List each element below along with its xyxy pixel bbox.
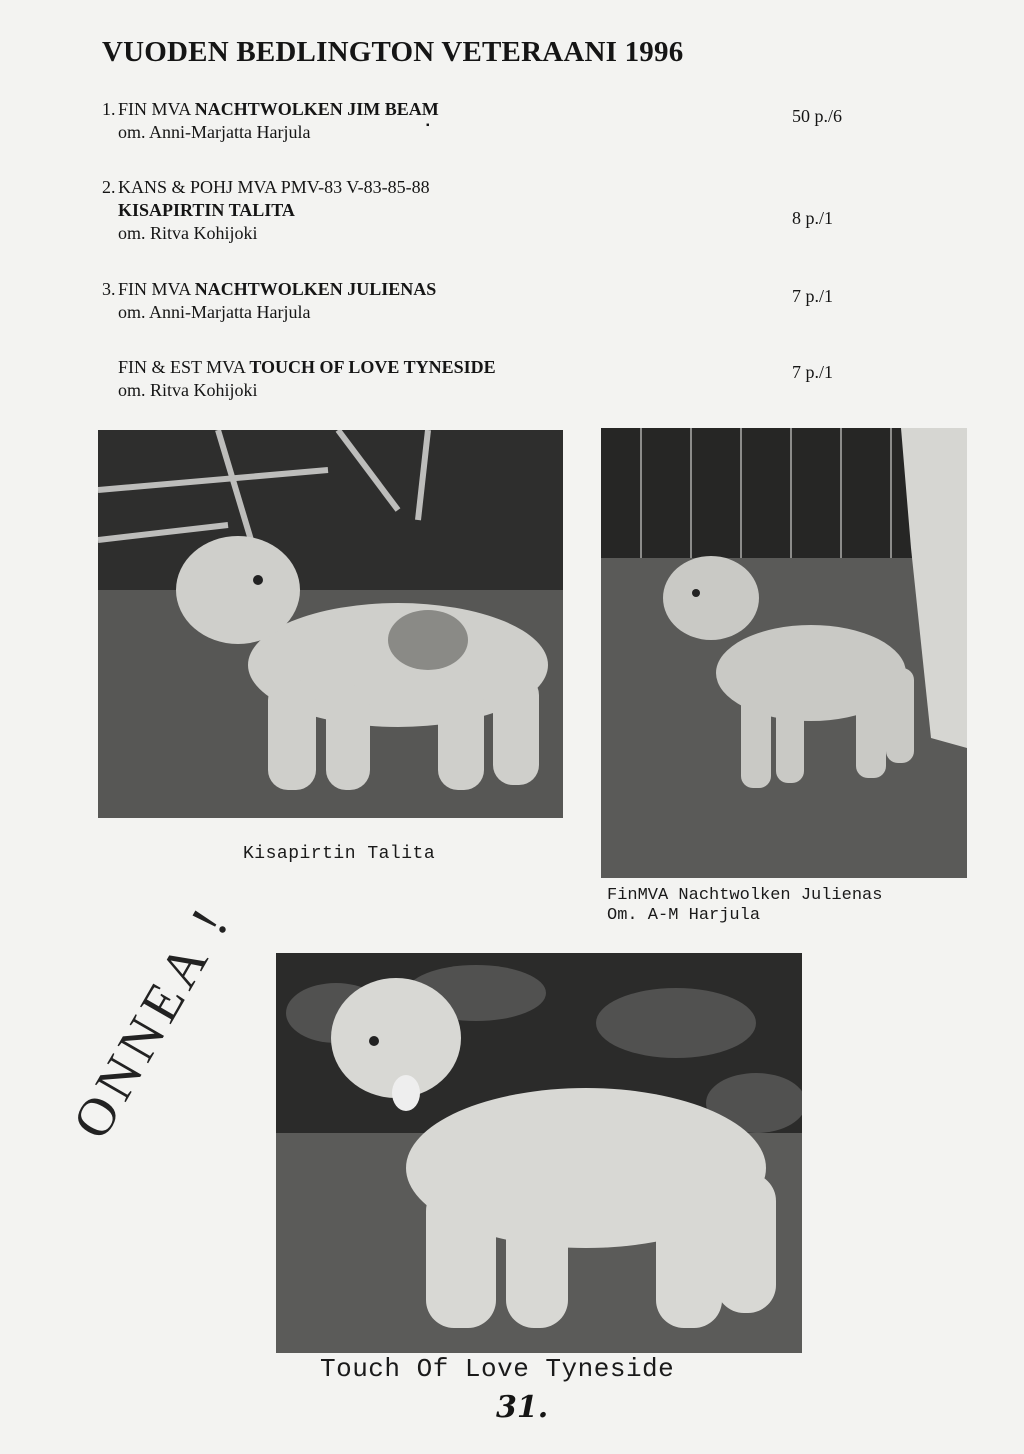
entry-number: 3. bbox=[102, 279, 116, 299]
entry-owner: om. Anni-Marjatta Harjula bbox=[118, 122, 311, 142]
caption-kisapirtin-talita: Kisapirtin Talita bbox=[243, 844, 436, 864]
photo-nachtwolken-julienas bbox=[601, 428, 967, 878]
entry-owner: om. Anni-Marjatta Harjula bbox=[118, 302, 311, 322]
entry-1 bbox=[102, 98, 439, 144]
entry-dog-name: TOUCH OF LOVE TYNESIDE bbox=[249, 357, 496, 377]
caption-nachtwolken-julienas bbox=[607, 886, 882, 926]
caption-julienas-name: FinMVA Nachtwolken Julienas bbox=[607, 886, 883, 905]
handwritten-onnea: ONNEA ! bbox=[60, 893, 243, 1149]
caption-julienas-owner: Om. A-M Harjula bbox=[607, 906, 761, 925]
entry-3 bbox=[102, 278, 436, 324]
entry-1-points: 50 p./6 bbox=[792, 106, 843, 126]
entry-number: 1. bbox=[102, 99, 116, 119]
entry-dog-name: NACHTWOLKEN JULIENAS bbox=[194, 279, 437, 299]
entry-4 bbox=[102, 356, 496, 402]
page-title: VUODEN BEDLINGTON VETERAANI 1996 bbox=[102, 36, 684, 68]
caption-touch-of-love-tyneside: Touch Of Love Tyneside bbox=[320, 1354, 675, 1384]
entry-title: KANS & POHJ MVA PMV-83 V-83-85-88 bbox=[118, 177, 430, 197]
entry-title: FIN MVA bbox=[118, 279, 191, 299]
print-speck: ▪ bbox=[426, 120, 430, 131]
entry-2 bbox=[102, 176, 430, 245]
entry-owner: om. Ritva Kohijoki bbox=[118, 380, 258, 400]
entry-2-points: 8 p./1 bbox=[792, 208, 834, 228]
page-number: 31. bbox=[496, 1390, 549, 1425]
entry-4-points: 7 p./1 bbox=[792, 362, 834, 382]
photo-touch-of-love-tyneside bbox=[276, 953, 802, 1353]
entry-number: 2. bbox=[102, 177, 116, 197]
entry-title: FIN & EST MVA bbox=[118, 357, 245, 377]
entry-3-points: 7 p./1 bbox=[792, 286, 834, 306]
entry-dog-name: KISAPIRTIN TALITA bbox=[118, 200, 295, 220]
entry-owner: om. Ritva Kohijoki bbox=[118, 223, 258, 243]
entry-dog-name: NACHTWOLKEN JIM BEAM bbox=[194, 99, 439, 119]
photo-kisapirtin-talita bbox=[98, 430, 563, 818]
entry-title: FIN MVA bbox=[118, 99, 191, 119]
